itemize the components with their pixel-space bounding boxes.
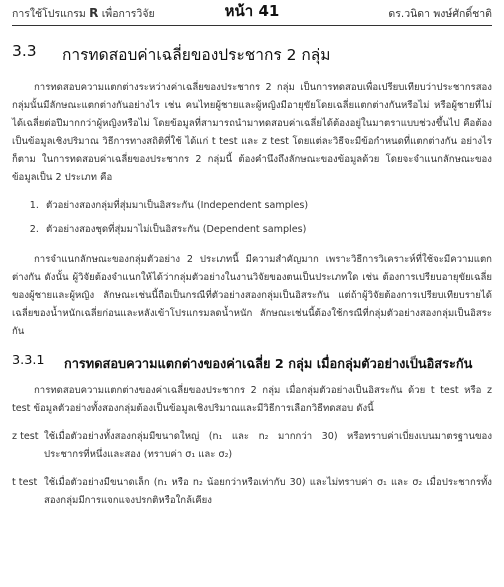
definition-term: t test — [12, 477, 38, 488]
definition-t-test — [12, 474, 492, 510]
sample-types-list — [12, 195, 492, 241]
section-title: การทดสอบค่าเฉลี่ยของประชากร 2 กลุ่ม — [62, 46, 331, 64]
author-name: ดร.วนิดา พงษ์ศักดิ์ชาติ — [388, 8, 492, 20]
subsection-heading — [12, 353, 492, 374]
classification-paragraph: การจำแนกลักษณะของกลุ่มตัวอย่าง 2 ประเภทนี้ มีความสำคัญมาก เพราะวิธีการวิเคราะห์ที่ใช้จะมีความแตกต่างกัน ดังนั้น ผู้วิจัยต้องจำแนกให้ได้ว่ากลุ่มตัวอย่างในงานวิจัยของตนเป็นประเภทใด เช่น ต้องการเปรียบอายุขัยเฉลี่ยของผู้ชายและผู้หญิง ลักษณะเช่นนี้ถือเป็นกรณีที่ตัวอย่างสองกลุ่มเป็นอิสระกัน แต่ถ้าผู้วิจัยต้องการเปรียบเทียบรายได้เฉลี่ยของน้ำหนักเฉลี่ยก่อนและหลังเข้าโปรแกรมลดน้ำหนัก ลักษณะเช่นนี้ต้องใช้กรณีที่กลุ่มตัวอย่างสองกลุ่มเป็นอิสระกัน — [12, 254, 492, 337]
book-title-suffix: เพื่อการวิจัย — [101, 8, 155, 20]
subsection-title: การทดสอบความแตกต่างของค่าเฉลี่ย 2 กลุ่ม เมื่อกลุ่มตัวอย่างเป็นอิสระกัน — [64, 357, 473, 372]
subsection-number: 3.3.1 — [12, 353, 45, 368]
definition-z-test — [12, 428, 492, 464]
list-item-dependent: 2. ตัวอย่างสองชุดที่สุ่มมาไม่เป็นอิสระกัน (Dependent samples) — [42, 219, 492, 241]
intro-paragraph: การทดสอบความแตกต่างระหว่างค่าเฉลี่ยของประชากร 2 กลุ่ม เป็นการทดสอบเพื่อเปรียบเทียบว่าประชากรสองกลุ่มนั้นมีลักษณะแตกต่างกันอย่างไร เช่น คนไทยผู้ชายและผู้หญิงมีอายุขัยโดยเฉลี่ยแตกต่างกันหรือไม่ หรือผู้ชายที่ไม่ได้เฉลี่ยต่อปีมากกว่าผู้หญิงหรือไม่ โดยข้อมูลที่สามารถนำมาทดสอบค่าเฉลี่ยได้ต้องอยู่ในมาตราแบบช่วงขึ้นไป คือต้องเป็นข้อมูลเชิงปริมาณ วิธีการทางสถิติที่ใช้ ได้แก่ t test และ z test โดยแต่ละวิธีจะมีข้อกำหนดที่แตกต่างกัน อย่างไรก็ตาม ในการทดสอบค่าเฉลี่ยของประชากร 2 กลุ่มนี้ ต้องคำนึงถึงลักษณะของข้อมูลด้วย โดยจะจำแนกลักษณะของข้อมูลเป็น 2 ประเภท คือ — [12, 82, 492, 183]
definition-term: z test — [12, 431, 39, 442]
definition-text: ใช้เมื่อตัวอย่างมีขนาดเล็ก (n₁ หรือ n₂ น้อยกว่าหรือเท่ากับ 30) และไม่ทราบค่า σ₁ และ σ₂ เมื่อประชากรทั้งสองกลุ่มมีการแจกแจงปรกติหรือใกล้เคียง — [44, 477, 492, 506]
definition-text: ใช้เมื่อตัวอย่างทั้งสองกลุ่มมีขนาดใหญ่ (n₁ และ n₂ มากกว่า 30) หรือทราบค่าเบี่ยงเบนมาตรฐานของประชากรที่หนึ่งและสอง (ทราบค่า σ₁ และ σ₂) — [44, 431, 492, 460]
method-paragraph: การทดสอบความแตกต่างของค่าเฉลี่ยของประชากร 2 กลุ่ม เมื่อกลุ่มตัวอย่างเป็นอิสระกัน ด้วย t test หรือ z test ข้อมูลตัวอย่างทั้งสองกลุ่มต้องเป็นข้อมูลเชิงปริมาณและมีวิธีการเลือกวิธีทดสอบ ดังนี้ — [12, 385, 492, 414]
section-heading — [12, 42, 492, 67]
section-number: 3.3 — [12, 42, 37, 60]
list-item-independent: 1. ตัวอย่างสองกลุ่มที่สุ่มมาเป็นอิสระกัน (Independent samples) — [42, 195, 492, 217]
page-number: หน้า 41 — [224, 2, 280, 20]
book-title — [12, 5, 155, 22]
book-title-prefix: การใช้โปรแกรม — [12, 8, 86, 20]
book-title-r: R — [89, 6, 99, 20]
running-header — [12, 0, 492, 26]
